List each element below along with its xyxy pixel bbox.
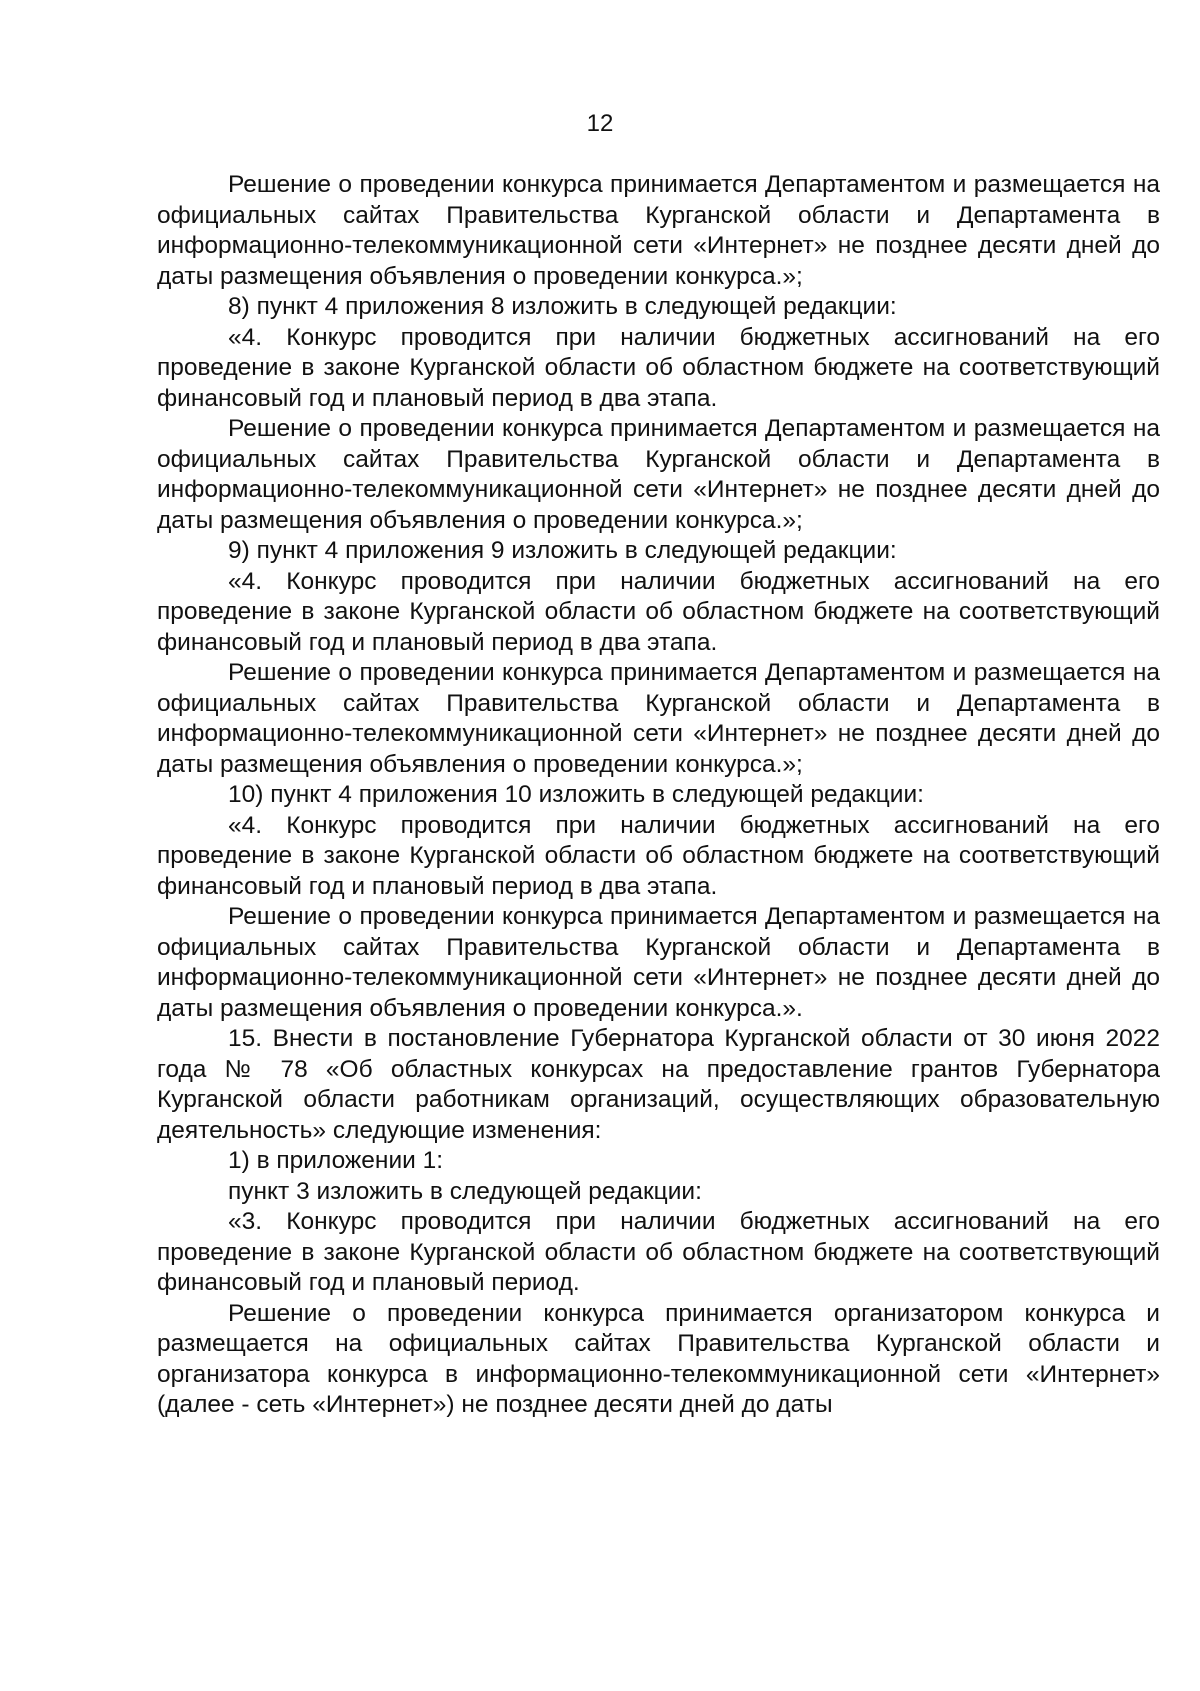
paragraph: «4. Конкурс проводится при наличии бюджетных ассигнований на его проведение в законе Курганской области об областном бюджете на соответствующий финансовый год и плановый период в два этапа. — [157, 811, 1160, 900]
document-body — [157, 170, 1160, 1421]
paragraph: 10) пункт 4 приложения 10 изложить в следующей редакции: — [228, 781, 924, 808]
paragraph: 9) пункт 4 приложения 9 изложить в следующей редакции: — [228, 537, 897, 564]
paragraph: 8) пункт 4 приложения 8 изложить в следующей редакции: — [228, 293, 897, 320]
paragraph: Решение о проведении конкурса принимается Департаментом и размещается на официальных сайтах Правительства Курганской области и Департамента в информационно-телекоммуникационной сети «Интернет» не позднее десяти дней до даты размещения объявления о проведении конкурса.»; — [157, 659, 1160, 778]
paragraph: «4. Конкурс проводится при наличии бюджетных ассигнований на его проведение в законе Курганской области об областном бюджете на соответствующий финансовый год и плановый период в два этапа. — [157, 567, 1160, 656]
paragraph: 1) в приложении 1: — [228, 1147, 444, 1174]
paragraph: 15. Внести в постановление Губернатора Курганской области от 30 июня 2022 года № 78 «Об областных конкурсах на предоставление грантов Губернатора Курганской области работникам организаций, осуществляющих образовательную деятельность» следующие изменения: — [157, 1025, 1160, 1144]
paragraph: Решение о проведении конкурса принимается Департаментом и размещается на официальных сайтах Правительства Курганской области и Департамента в информационно-телекоммуникационной сети «Интернет» не позднее десяти дней до даты размещения объявления о проведении конкурса.»; — [157, 415, 1160, 534]
paragraph: «3. Конкурс проводится при наличии бюджетных ассигнований на его проведение в законе Курганской области об областном бюджете на соответствующий финансовый год и плановый период. — [157, 1208, 1160, 1296]
paragraph: пункт 3 изложить в следующей редакции: — [228, 1177, 702, 1205]
paragraph: Решение о проведении конкурса принимается Департаментом и размещается на официальных сайтах Правительства Курганской области и Департамента в информационно-телекоммуникационной сети «Интернет» не позднее десяти дней до даты размещения объявления о проведении конкурса.»; — [157, 171, 1160, 290]
paragraph: Решение о проведении конкурса принимается Департаментом и размещается на официальных сайтах Правительства Курганской области и Департамента в информационно-телекоммуникационной сети «Интернет» не позднее десяти дней до даты размещения объявления о проведении конкурса.». — [157, 903, 1160, 1022]
page-number: 12 — [586, 110, 614, 137]
paragraph: Решение о проведении конкурса принимается организатором конкурса и размещается на официальных сайтах Правительства Курганской области и организатора конкурса в информационно-телекоммуникационной сети «Интернет» (далее - сеть «Интернет») не позднее десяти дней до даты — [157, 1299, 1160, 1418]
paragraph: «4. Конкурс проводится при наличии бюджетных ассигнований на его проведение в законе Курганской области об областном бюджете на соответствующий финансовый год и плановый период в два этапа. — [157, 323, 1160, 412]
